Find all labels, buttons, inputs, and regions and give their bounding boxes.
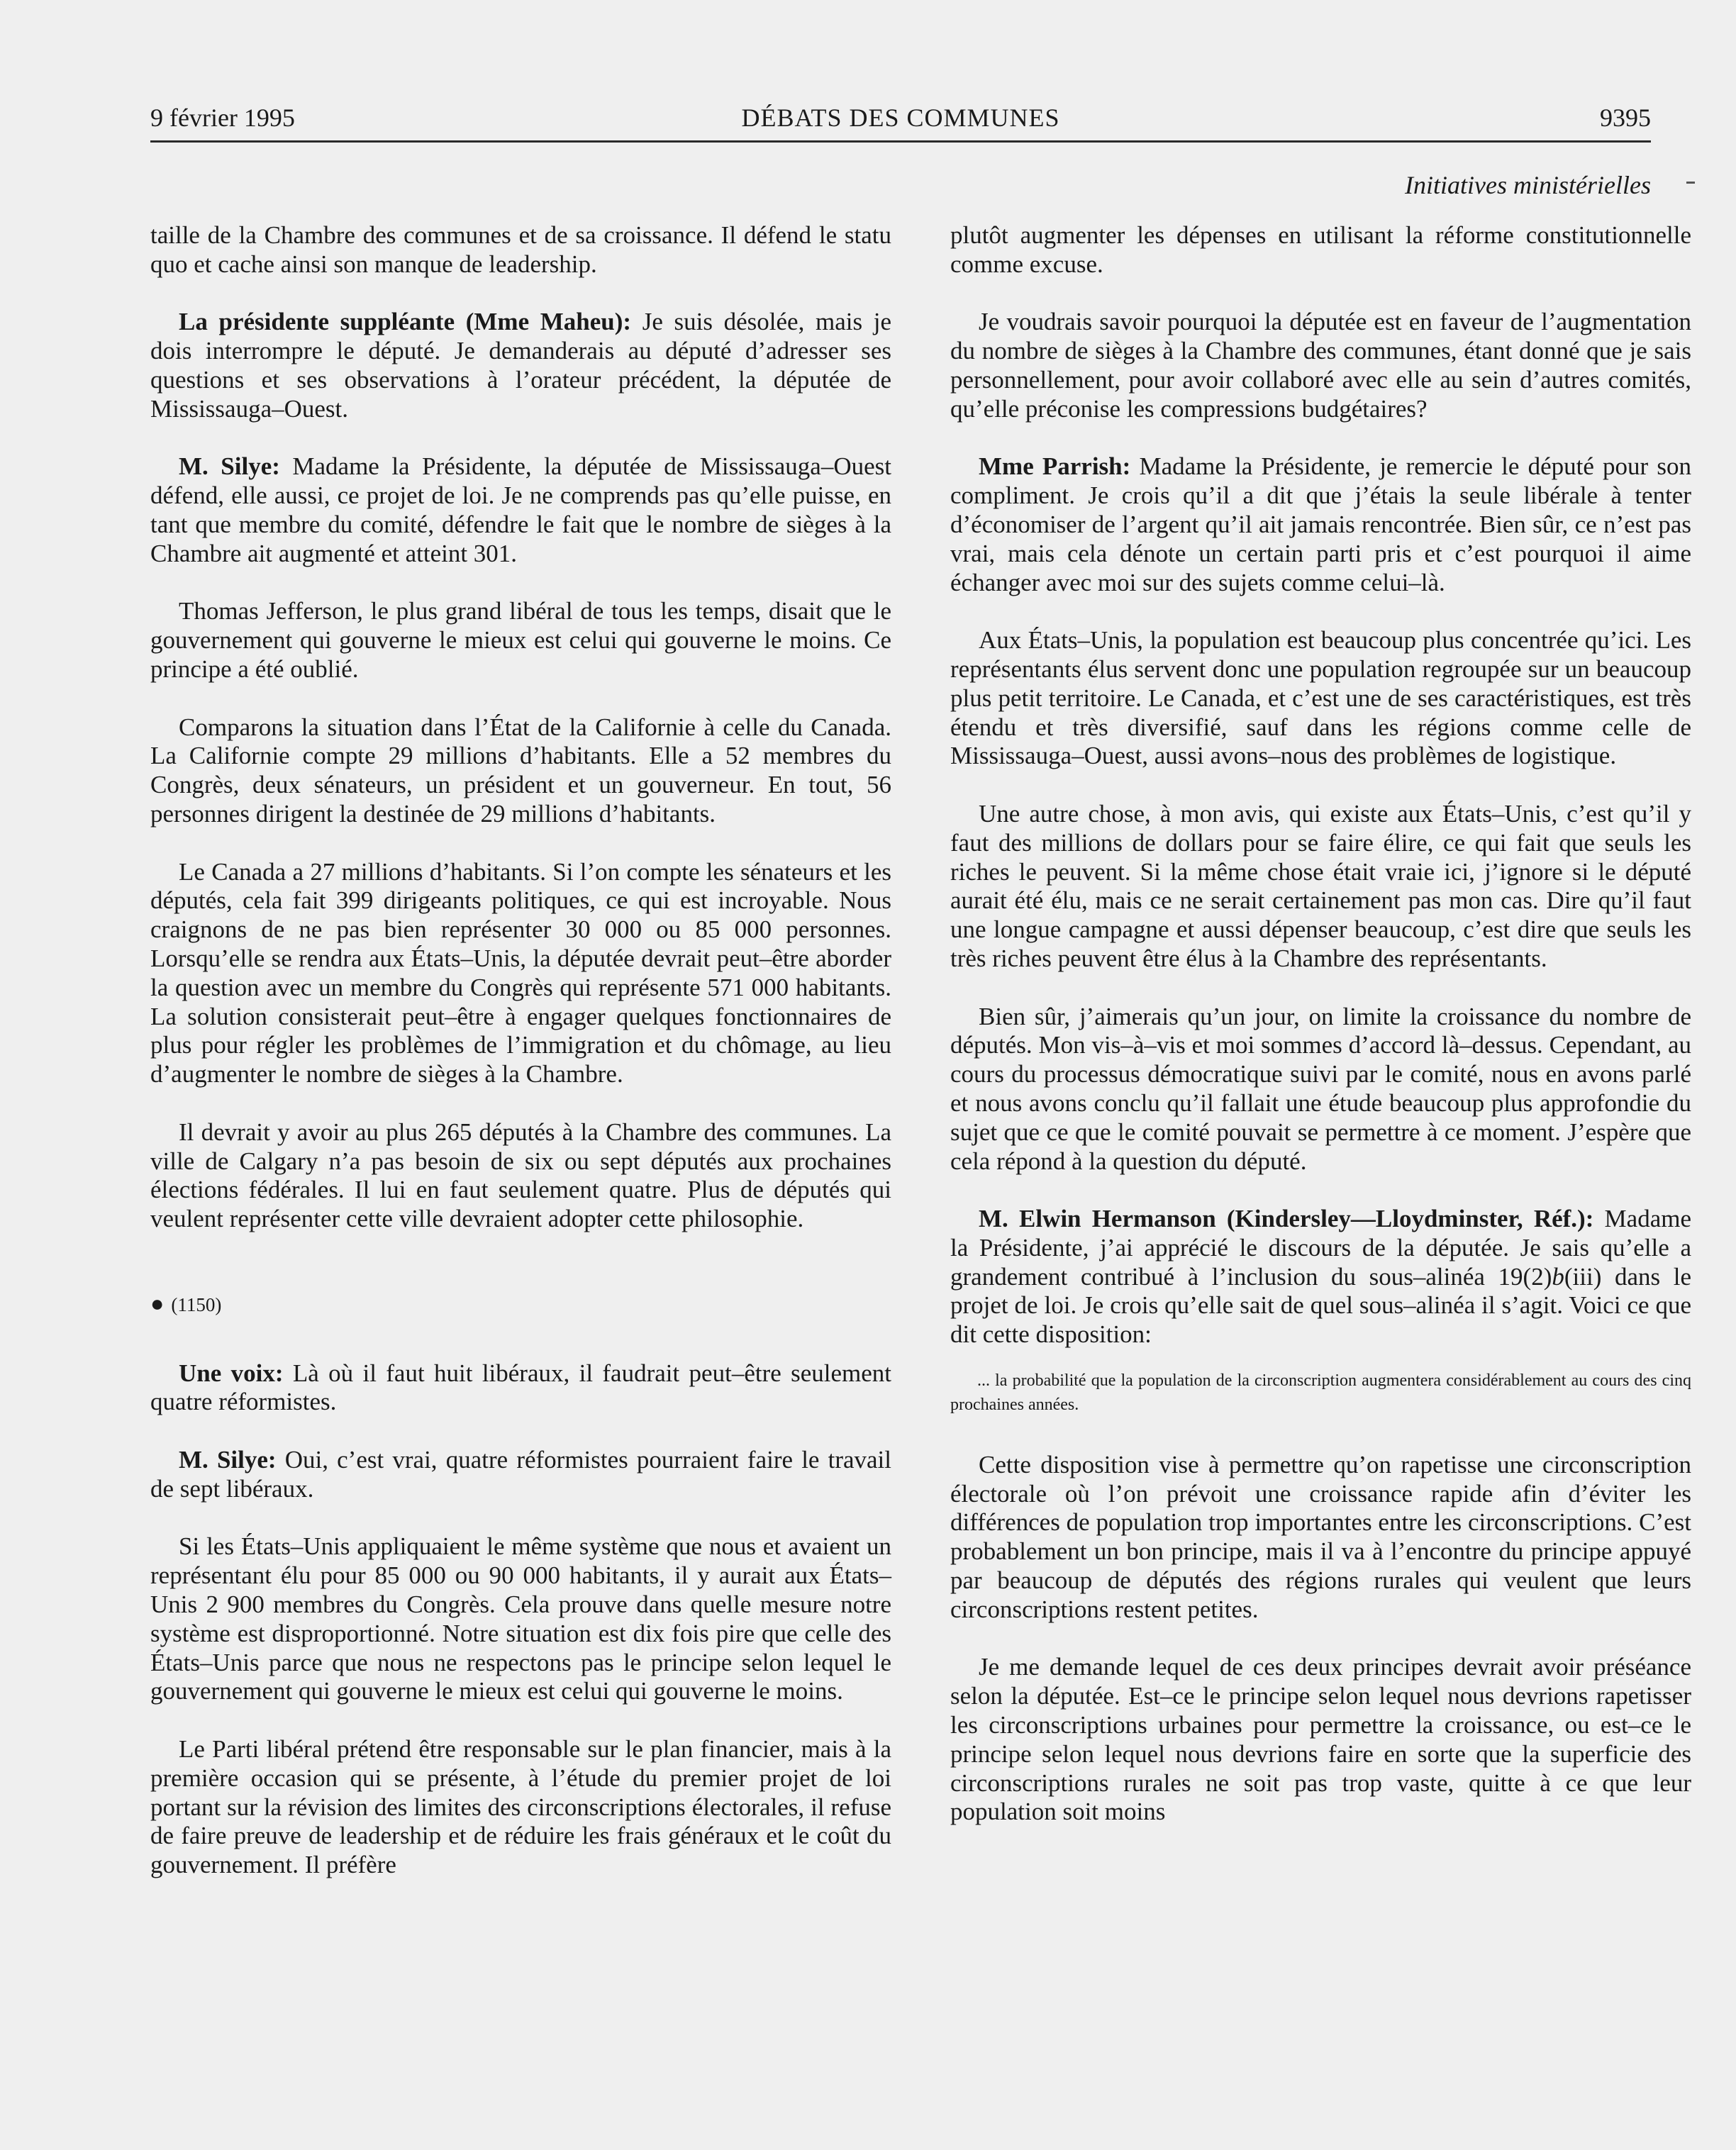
time-stamp: (1150)	[171, 1293, 222, 1315]
speech-text: Madame la Présidente, j’ai apprécié le discours de la députée. Je sais qu’elle a grandement contribué à l’inclusion du sous–alinéa 19(2)	[950, 1205, 1691, 1291]
paragraph	[150, 1446, 891, 1504]
time-marker	[150, 1289, 891, 1320]
speech-text: Je suis désolée, mais je dois interrompre le député. Je demanderais au député d’adresser ses questions et ses observations à l’orateur précédent, la députée de Mississauga–Ouest.	[150, 308, 891, 423]
paragraph: Une autre chose, à mon avis, qui existe aux États–Unis, c’est qu’il y faut des millions de dollars pour se faire élire, ce qui fait que seuls les riches le peuvent. Si la même chose était vraie ici, j’ignore si le député aurait été élu, mais ce ne serait certainement pas mon cas. Dire qu’il faut une longue campagne et aussi dépenser beaucoup, c’est dire que seuls les très riches peuvent être élus à la Chambre des représentants.	[950, 799, 1691, 972]
page-header	[150, 101, 1651, 143]
paragraph	[150, 1359, 891, 1417]
paragraph: Il devrait y avoir au plus 265 députés à la Chambre des communes. La ville de Calgary n’a pas besoin de six ou sept députés aux prochaines élections fédérales. Il lui en faut seulement quatre. Plus de députés qui veulent représenter cette ville devraient adopter cette philosophie.	[150, 1118, 891, 1233]
left-column	[150, 221, 891, 1909]
italic-letter: b	[1552, 1262, 1564, 1291]
speaker-name: Mme Parrish:	[979, 452, 1131, 481]
bullet-icon: ●	[150, 1290, 165, 1316]
paragraph: Bien sûr, j’aimerais qu’un jour, on limite la croissance du nombre de députés. Mon vis–à–vis et moi sommes d’accord là–dessus. Cependant, au cours du processus démocratique suivi par le comité, nous en avons parlé et nous avons conclu qu’il fallait une étude beaucoup plus approfondie du sujet que ce que le comité pouvait se permettre à ce moment. J’espère que cela répond à la question du député.	[950, 1002, 1691, 1175]
paragraph	[950, 1205, 1691, 1349]
speech-text: Madame la Présidente, je remercie le député pour son compliment. Je crois qu’il a dit que j’étais la seule libérale à tenter d’économiser de l’argent qu’il ait jamais rencontrée. Bien sûr, ce n’est pas vrai, mais cela dénote un certain parti pris et c’est pourquoi il aime échanger avec moi sur des sujets comme celui–là.	[950, 452, 1691, 596]
paragraph: Le Parti libéral prétend être responsable sur le plan financier, mais à la première occasion qui se présente, à l’étude du premier projet de loi portant sur la révision des limites des circonscriptions électorales, il refuse de faire preuve de leadership et de réduire les frais généraux et le coût du gouvernement. Il préfère	[150, 1735, 891, 1879]
block-quote: ... la probabilité que la population de la circonscription augmentera considérablement au cours des cinq prochaines années.	[950, 1371, 1691, 1414]
paragraph	[150, 452, 891, 568]
paragraph: Le Canada a 27 millions d’habitants. Si l’on compte les sénateurs et les députés, cela fait 399 dirigeants politiques, ce qui est incroyable. Nous craignons de ne pas bien représenter 30 000 ou 85 000 personnes. Lorsqu’elle se rendra aux États–Unis, la députée devrait peut–être aborder la question avec un membre du Congrès qui représente 571 000 habitants. La solution consisterait peut–être à engager quelques fonctionnaires de plus pour régler les problèmes de l’immigration et du chômage, au lieu d’augmenter le nombre de sièges à la Chambre.	[150, 857, 891, 1088]
paragraph: Si les États–Unis appliquaient le même système que nous et avaient un représentant élu pour 85 000 ou 90 000 habitants, il y aurait aux États–Unis 2 900 membres du Congrès. Cela prouve dans quelle mesure notre système est disproportionné. Notre situation est dix fois pire que celle des États–Unis parce que nous ne respectons pas le principe selon lequel le gouvernement qui gouverne le mieux est celui qui gouverne le moins.	[150, 1532, 891, 1705]
paragraph: Cette disposition vise à permettre qu’on rapetisse une circonscription électorale où l’on prévoit une croissance rapide afin d’éviter les différences de population trop importantes entre les circonscriptions. C’est probablement un bon principe, mais il va à l’encontre du principe appuyé par beaucoup de députés des régions rurales qui veulent que leurs circonscriptions restent petites.	[950, 1450, 1691, 1623]
header-title: DÉBATS DES COMMUNES	[741, 104, 1060, 132]
paragraph: taille de la Chambre des communes et de sa croissance. Il défend le statu quo et cache ainsi son manque de leadership.	[150, 221, 891, 278]
speaker-name: M. Silye:	[179, 1446, 277, 1474]
paragraph: Aux États–Unis, la population est beaucoup plus concentrée qu’ici. Les représentants élus servent donc une population regroupée sur un beaucoup plus petit territoire. Le Canada, et c’est une de ses caractéristiques, est très étendu et très diversifié, sauf dans les régions comme celle de Mississauga–Ouest, aussi avons–nous des problèmes de logistique.	[950, 626, 1691, 770]
paragraph: Comparons la situation dans l’État de la Californie à celle du Canada. La Californie compte 29 millions d’habitants. Elle a 52 membres du Congrès, deux sénateurs, un président et un gouverneur. En tout, 56 personnes dirigent la destinée de 29 millions d’habitants.	[150, 713, 891, 828]
speaker-name: La présidente suppléante (Mme Maheu):	[179, 308, 632, 336]
section-title: Initiatives ministérielles	[1405, 171, 1651, 199]
speech-text: Madame la Présidente, la députée de Mississauga–Ouest défend, elle aussi, ce projet de loi. Je ne comprends pas qu’elle puisse, en tant que membre du comité, défendre le fait que le nombre de sièges à la Chambre ait augmenté et atteint 301.	[150, 452, 891, 567]
paragraph	[950, 452, 1691, 597]
speaker-name: Une voix:	[179, 1359, 284, 1387]
paragraph: Je me demande lequel de ces deux principes devrait avoir préséance selon la députée. Est–ce le principe selon lequel nous devrions rapetisser les circonscriptions urbaines pour permettre la croissance, ou est–ce le principe selon lequel nous devrions faire en sorte que la superficie des circonscriptions rurales ne soit pas trop vaste, quitte à ce que leur population soit moins	[950, 1653, 1691, 1826]
right-column	[950, 221, 1691, 1856]
speech-text: (iii) dans le projet de loi. Je crois qu’elle sait de quel sous–alinéa il s’agit. Voici ce que dit cette disposition:	[950, 1262, 1691, 1349]
margin-mark	[1686, 182, 1695, 184]
speech-text: Oui, c’est vrai, quatre réformistes pourraient faire le travail de sept libéraux.	[150, 1446, 892, 1503]
paragraph	[150, 308, 891, 423]
paragraph: plutôt augmenter les dépenses en utilisant la réforme constitutionnelle comme excuse.	[950, 221, 1691, 278]
paragraph: Je voudrais savoir pourquoi la députée est en faveur de l’augmentation du nombre de sièges à la Chambre des communes, étant donné que je sais personnellement, pour avoir collaboré avec elle au sein d’autres comités, qu’elle préconise les compressions budgétaires?	[950, 308, 1691, 423]
paragraph: Thomas Jefferson, le plus grand libéral de tous les temps, disait que le gouvernement qui gouverne le mieux est celui qui gouverne le moins. Ce principe a été oublié.	[150, 597, 891, 683]
header-date: 9 février 1995	[150, 104, 295, 132]
speaker-name: M. Elwin Hermanson (Kindersley—Lloydminster, Réf.):	[979, 1205, 1594, 1233]
speaker-name: M. Silye:	[179, 452, 280, 481]
page-number: 9395	[1600, 104, 1651, 132]
speech-text: Là où il faut huit libéraux, il faudrait peut–être seulement quatre réformistes.	[150, 1359, 892, 1416]
